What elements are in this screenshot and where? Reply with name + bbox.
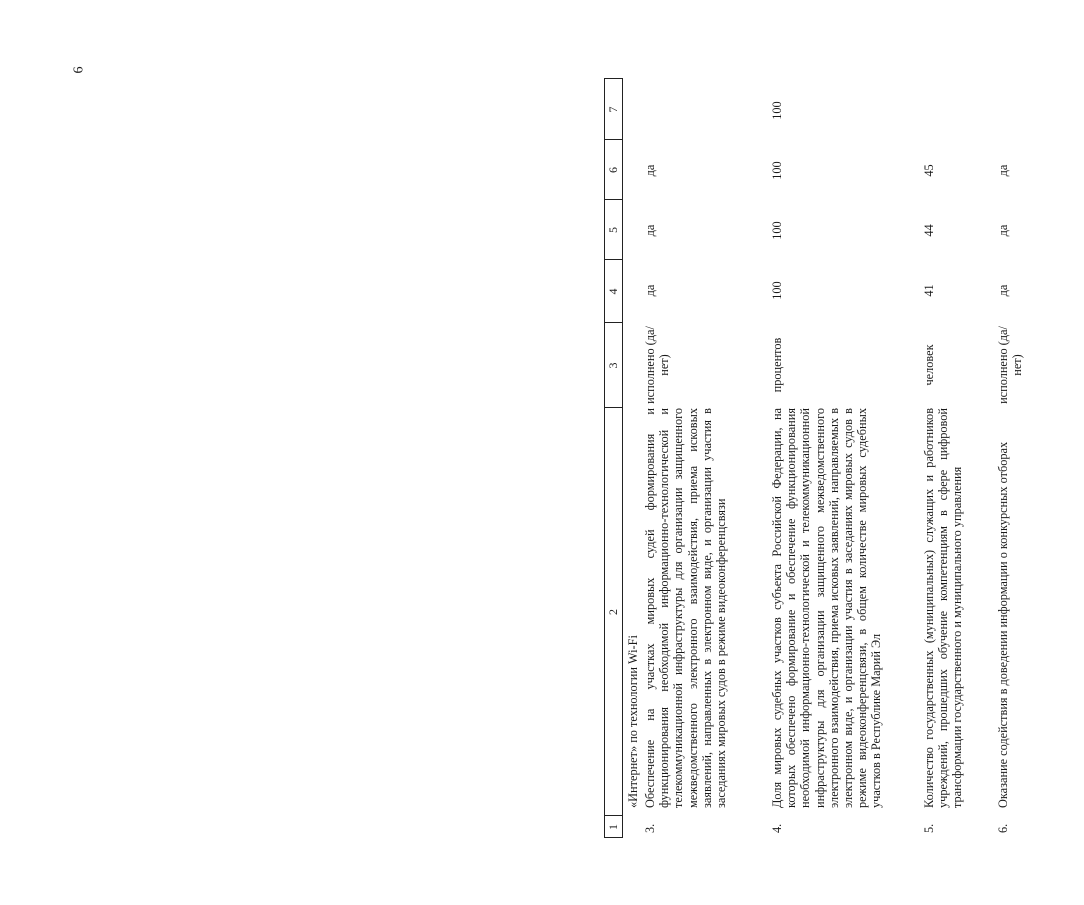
- value-col-5: 44: [922, 224, 936, 237]
- value-col-6: да: [643, 164, 657, 177]
- unit: процентов: [770, 337, 784, 393]
- indicator-name: Обеспечение на участках мировых судей формирования и функционирования необходимой информационно-технологической и телекоммуникационной инфраструктуры для организации защищенного межведомственного электронного взаимодействия, приема исковых заявлений, направленных в электронном виде, и организации участия в заседаниях мировых судов в режиме видеоконференцсвязи: [643, 408, 729, 808]
- row-number: 4.: [770, 823, 784, 833]
- value-col-4: да: [643, 284, 657, 297]
- value-col-4: 100: [770, 281, 784, 300]
- col-header-1: 1: [606, 824, 620, 830]
- value-col-4: 41: [922, 284, 936, 297]
- unit: человек: [922, 344, 936, 386]
- row-number: 6.: [996, 823, 1010, 833]
- row-number: 5.: [922, 823, 936, 833]
- value-col-5: да: [643, 224, 657, 237]
- value-col-7: 100: [770, 101, 784, 120]
- indicator-name: Оказание содействия в доведении информации о конкурсных отборах: [996, 441, 1010, 808]
- indicator-name: Количество государственных (муниципальных) служащих и работников учреждений, прошедших обучение компетенциям в сфере цифровой трансформации государственного и муниципального управления: [922, 408, 965, 808]
- rotated-table: [604, 78, 1084, 838]
- continuation-text: «Интернет» по технологии Wi-Fi: [626, 635, 640, 808]
- value-col-6: 45: [922, 164, 936, 177]
- indicator-table: [604, 78, 1084, 838]
- header-bottom-rule: [622, 78, 623, 838]
- col-header-4: 4: [606, 288, 620, 295]
- unit: исполнено (да/нет): [996, 326, 1025, 404]
- row-number: 3.: [643, 823, 657, 833]
- value-col-5: да: [996, 224, 1010, 237]
- col-header-5: 5: [606, 227, 620, 233]
- col-header-6: 6: [606, 167, 620, 173]
- value-col-5: 100: [770, 221, 784, 240]
- value-col-6: 100: [770, 161, 784, 180]
- value-col-4: да: [996, 284, 1010, 297]
- col-header-7: 7: [606, 106, 620, 113]
- value-col-6: да: [996, 164, 1010, 177]
- indicator-name: Доля мировых судебных участков субъекта Российской Федерации, на которых обеспечено формирование и обеспечение функционирования необходимой информационно-технологической и телекоммуникационной инфраструктуры для организации защищенного межведомственного электронного взаимодействия, приема исковых заявлений, направляемых в электронном виде, и организации участия в заседаниях мировых судов в режиме видеоконференцсвязи, в общем количестве мировых судебных участков в Республике Марий Эл: [770, 408, 884, 808]
- col-header-3: 3: [606, 362, 620, 369]
- col-header-2: 2: [606, 609, 620, 615]
- page-number: 6: [71, 66, 87, 74]
- unit: исполнено (да/нет): [643, 326, 672, 404]
